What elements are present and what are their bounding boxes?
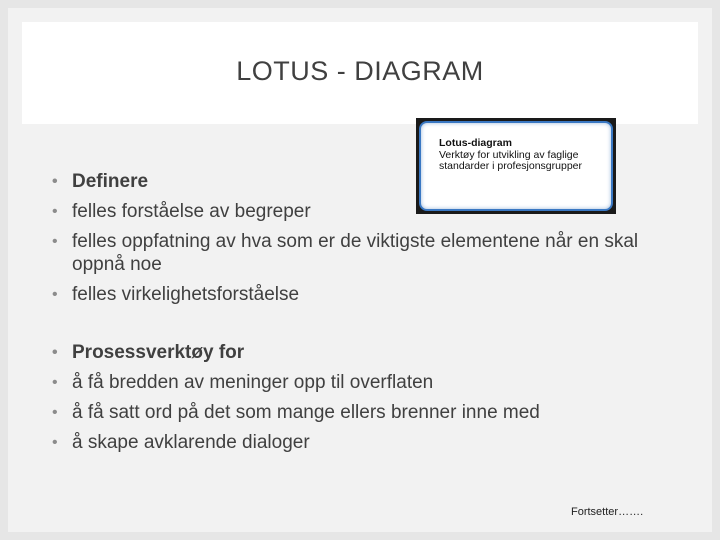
bullet-item: • Prosessverktøy for bbox=[52, 341, 652, 364]
bullet-item: • å få bredden av meninger opp til overflaten bbox=[52, 371, 652, 394]
bullet-item: • felles oppfatning av hva som er de viktigste elementene når en skal oppnå noe bbox=[52, 230, 652, 276]
continue-label: Fortsetter……. bbox=[571, 506, 644, 518]
callout-title: Lotus-diagram bbox=[439, 137, 512, 149]
callout-text: Verktøy for utvikling av faglige standarder i profesjonsgrupper bbox=[439, 148, 583, 172]
bullet-item: • felles virkelighetsforståelse bbox=[52, 283, 652, 306]
bullet-item: • Definere bbox=[52, 170, 652, 193]
bullet-item: • å skape avklarende dialoger bbox=[52, 431, 652, 454]
slide-title: LOTUS - DIAGRAM bbox=[236, 55, 484, 86]
bullet-item: • felles forståelse av begreper bbox=[52, 200, 652, 223]
bullet-list-prosess bbox=[52, 341, 652, 461]
title-box bbox=[22, 22, 698, 124]
bullet-list-definere bbox=[52, 170, 652, 313]
bullet-item: • å få satt ord på det som mange ellers brenner inne med bbox=[52, 401, 652, 424]
